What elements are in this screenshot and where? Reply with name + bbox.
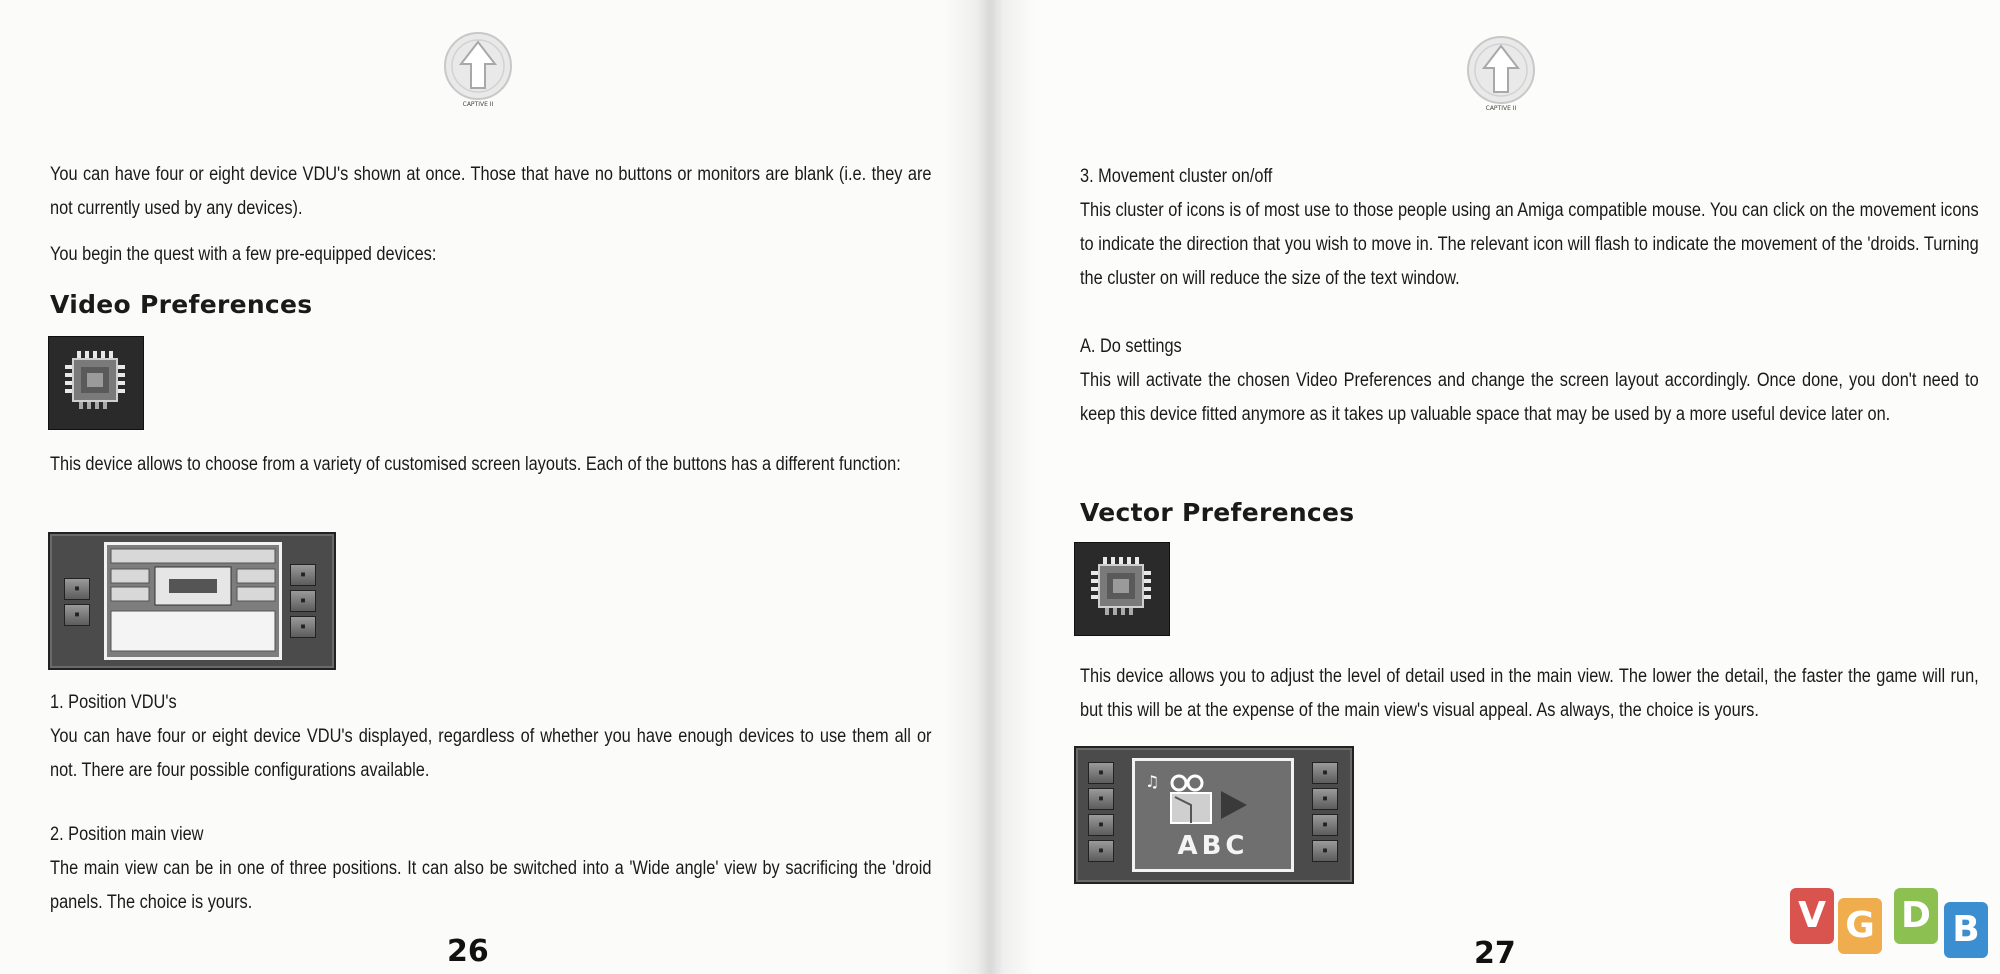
vector-preferences-device-icon (1074, 542, 1170, 636)
panel-button-2[interactable]: ▪ (1088, 788, 1114, 810)
logo-caption: CAPTIVE II (462, 101, 494, 108)
panel-button-6[interactable]: ▪ (1312, 788, 1338, 810)
chip-icon (65, 349, 125, 411)
panel-button-8[interactable]: ▪ (1312, 840, 1338, 862)
chip-icon (1091, 555, 1151, 617)
layout-preview-graphic (107, 545, 279, 657)
video-preferences-heading: Video Preferences (50, 290, 313, 319)
panel-button-4[interactable]: ▪ (1088, 840, 1114, 862)
panel-button-3[interactable]: ▪ (290, 590, 316, 612)
captive-logo (440, 30, 516, 110)
item-a-text: This will activate the chosen Video Preferences and change the screen layout accordingly. Once done, you don't need to keep this device fitted anymore as it takes up valuable space that may be used by a more useful device later on. (1080, 370, 1979, 425)
up-arrow-circle-icon (1463, 34, 1539, 114)
panel-button-2[interactable]: ▪ (290, 564, 316, 586)
item-3 (1080, 160, 1979, 296)
watermark-letter-b: B (1944, 902, 1988, 958)
item-2-text: The main view can be in one of three positions. It can also be switched into a 'Wide angle' view by sacrificing the 'droid panels. The choice is yours. (50, 858, 932, 913)
item-3-title: 3. Movement cluster on/off (1080, 166, 1273, 187)
item-1 (50, 686, 932, 788)
intro-text (50, 158, 932, 272)
video-preferences-description: This device allows to choose from a variety of customised screen layouts. Each of the buttons has a different function: (50, 454, 901, 475)
panel-button-1[interactable]: ▪ (64, 578, 90, 600)
watermark-letter-v: V (1790, 888, 1834, 944)
captive-logo (1463, 34, 1539, 114)
watermark-letter-g: G (1838, 898, 1882, 954)
panel-button-4[interactable]: ▪ (290, 616, 316, 638)
vector-preferences-heading: Vector Preferences (1080, 498, 1355, 527)
video-preferences-device-icon (48, 336, 144, 430)
up-arrow-circle-icon (440, 30, 516, 110)
layout-preview-screen (104, 542, 282, 660)
item-2 (50, 818, 932, 920)
panel-button-a[interactable]: ▪ (64, 604, 90, 626)
page-number-27: 27 (1474, 936, 1516, 971)
item-1-text: You can have four or eight device VDU's displayed, regardless of whether you have enough devices to use them all or not. There are four possible configurations available. (50, 726, 932, 781)
svg-text:♫: ♫ (1145, 772, 1160, 791)
vgdb-watermark (1790, 888, 2000, 958)
item-3-text: This cluster of icons is of most use to those people using an Amiga compatible mouse. You can click on the movement icons to indicate the direction that you wish to move in. The relevant icon will flash to indicate the movement of the 'droids. Turning the cluster on will reduce the size of the text window. (1080, 200, 1979, 289)
vector-screen-label: ABC (1177, 831, 1249, 861)
panel-button-5[interactable]: ▪ (1312, 762, 1338, 784)
panel-button-1[interactable]: ▪ (1088, 762, 1114, 784)
left-page (0, 0, 980, 974)
logo-caption: CAPTIVE II (1485, 105, 1517, 112)
vector-preferences-panel (1074, 746, 1354, 884)
vector-detail-graphic (1135, 761, 1291, 831)
page-number-26: 26 (447, 934, 489, 969)
watermark-letter-d: D (1894, 888, 1938, 944)
item-a (1080, 330, 1979, 432)
right-page (980, 0, 2000, 974)
item-a-title: A. Do settings (1080, 336, 1182, 357)
vector-preferences-description: This device allows you to adjust the level of detail used in the main view. The lower the detail, the faster the game will run, but this will be at the expense of the main view's visual appeal. As always, the choice is yours. (1080, 666, 1979, 721)
intro-paragraph-1: You can have four or eight device VDU's shown at once. Those that have no buttons or monitors are blank (i.e. they are not currently used by any devices). (50, 164, 932, 219)
item-1-title: 1. Position VDU's (50, 692, 177, 713)
video-preferences-panel (48, 532, 336, 670)
item-2-title: 2. Position main view (50, 824, 204, 845)
intro-paragraph-2: You begin the quest with a few pre-equipped devices: (50, 244, 437, 265)
panel-button-7[interactable]: ▪ (1312, 814, 1338, 836)
panel-button-3[interactable]: ▪ (1088, 814, 1114, 836)
vector-preview-screen (1132, 758, 1294, 872)
